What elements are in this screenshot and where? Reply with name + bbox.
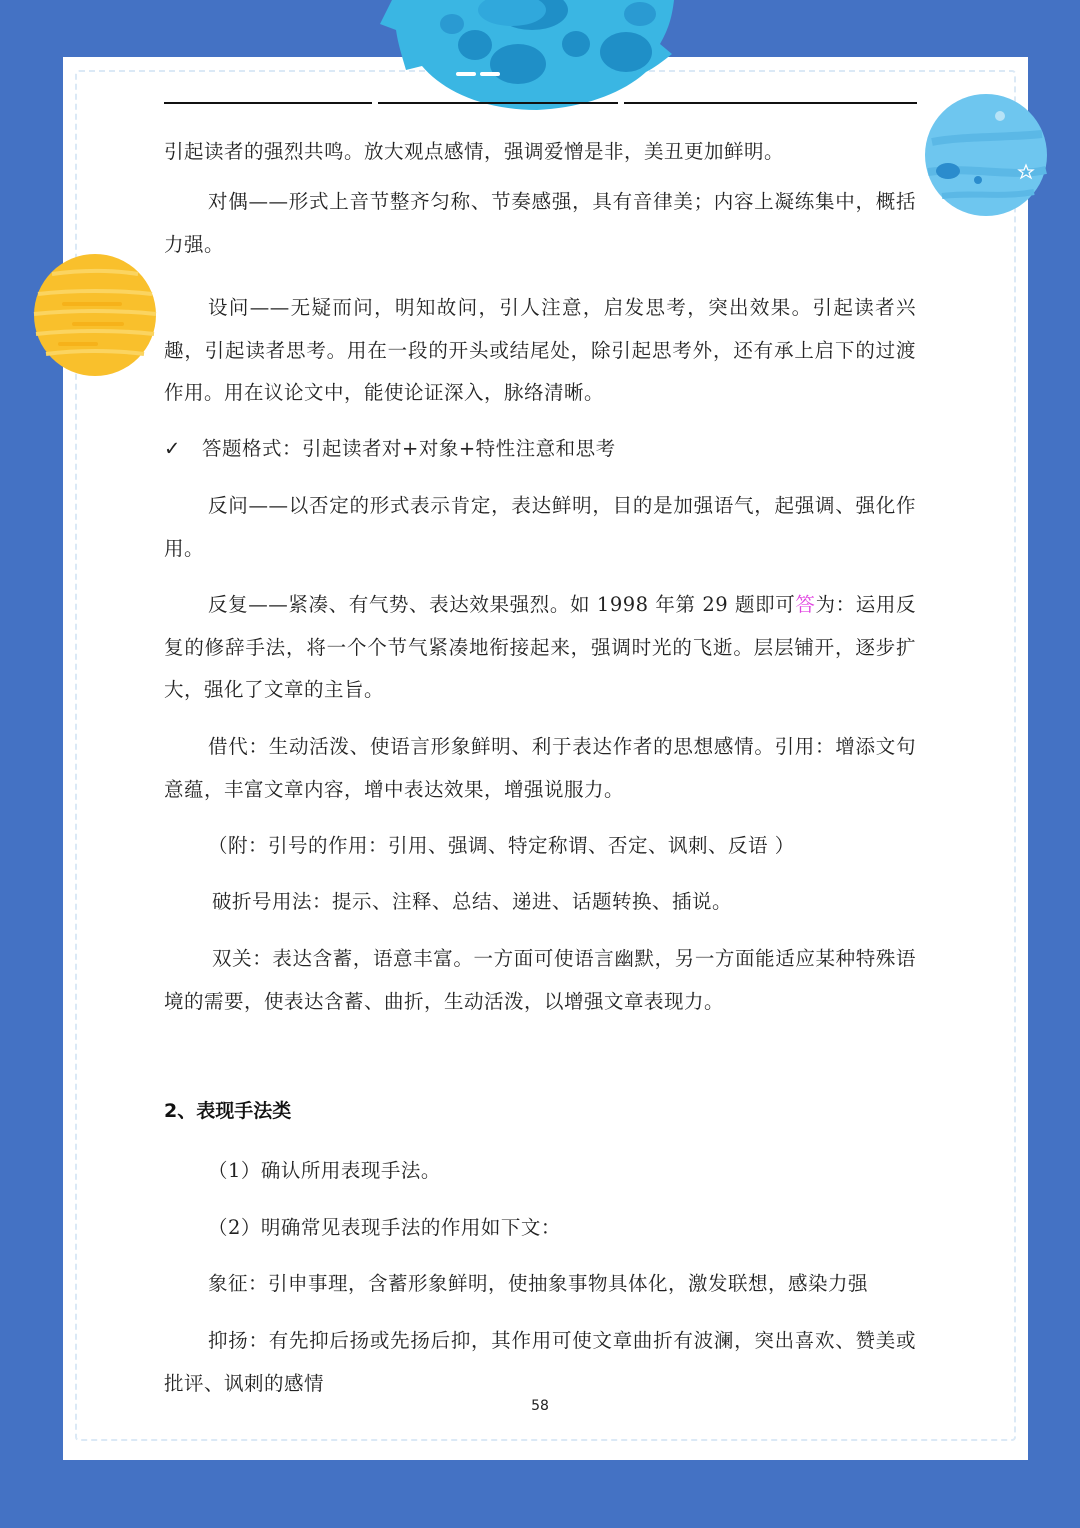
planet-left-icon bbox=[32, 252, 158, 378]
highlighted-word: 答 bbox=[795, 593, 816, 616]
step-2: （2）明确常见表现手法的作用如下文： bbox=[208, 1216, 561, 1239]
section-heading: 2、表现手法类 bbox=[164, 1100, 292, 1122]
answer-format-item bbox=[164, 428, 916, 471]
paragraph-shewen: 设问——无疑而问，明知故问，引人注意，启发思考，突出效果。引起读者兴趣，引起读者思考。用在一段的开头或结尾处，除引起思考外，还有承上启下的过渡作用。用在议论文中，能使论证深入，脉络清晰。 bbox=[164, 296, 916, 404]
page-number: 58 bbox=[531, 1398, 549, 1414]
paragraph-continuation: 引起读者的强烈共鸣。放大观点感情，强调爱憎是非，美丑更加鲜明。 bbox=[164, 140, 785, 163]
header-rule-left bbox=[164, 102, 372, 104]
step-1: （1）确认所用表现手法。 bbox=[208, 1159, 441, 1182]
paragraph-dash-usage: 破折号用法：提示、注释、总结、递进、话题转换、插说。 bbox=[212, 890, 733, 913]
header-rule-right bbox=[624, 102, 917, 104]
paragraph-yiyang: 抑扬：有先抑后扬或先扬后抑，其作用可使文章曲折有波澜，突出喜欢、赞美或批评、讽刺的感情 bbox=[164, 1329, 916, 1395]
paragraph-fanwen: 反问——以否定的形式表示肯定，表达鲜明，目的是加强语气，起强调、强化作用。 bbox=[164, 494, 916, 560]
check-icon: ✓ bbox=[164, 437, 181, 460]
paragraph-shuangguan: 双关：表达含蓄，语意丰富。一方面可使语言幽默，另一方面能适应某种特殊语境的需要，使表达含蓄、曲折，生动活泼，以增强文章表现力。 bbox=[164, 947, 916, 1013]
answer-format-text: 答题格式：引起读者对+对象+特性注意和思考 bbox=[202, 437, 616, 460]
planet-top-icon bbox=[372, 0, 694, 112]
planet-right-icon bbox=[922, 92, 1050, 218]
header-rule-middle bbox=[378, 102, 618, 104]
paragraph-quotation-note: （附：引号的作用：引用、强调、特定称谓、否定、讽刺、反语 ） bbox=[208, 834, 795, 857]
paragraph-duiou: 对偶——形式上音节整齐匀称、节奏感强，具有音律美；内容上凝练集中，概括力强。 bbox=[164, 190, 916, 256]
paragraph-xiangzheng: 象征：引申事理，含蓄形象鲜明，使抽象事物具体化，激发联想，感染力强 bbox=[208, 1272, 869, 1295]
paragraph-fanfu bbox=[164, 584, 916, 712]
fanfu-text-end: 为：运用反复的修辞手法，将一个个节气紧凑地衔接起来，强调时光的飞逝。层层铺开，逐步扩大，强化了文章的主旨。 bbox=[164, 593, 916, 701]
paragraph-jiedai: 借代：生动活泼、使语言形象鲜明、利于表达作者的思想感情。引用：增添文句意蕴，丰富文章内容，增中表达效果，增强说服力。 bbox=[164, 735, 916, 801]
fanfu-text-start: 反复——紧凑、有气势、表达效果强烈。如 1998 年第 29 题即可 bbox=[208, 593, 796, 616]
